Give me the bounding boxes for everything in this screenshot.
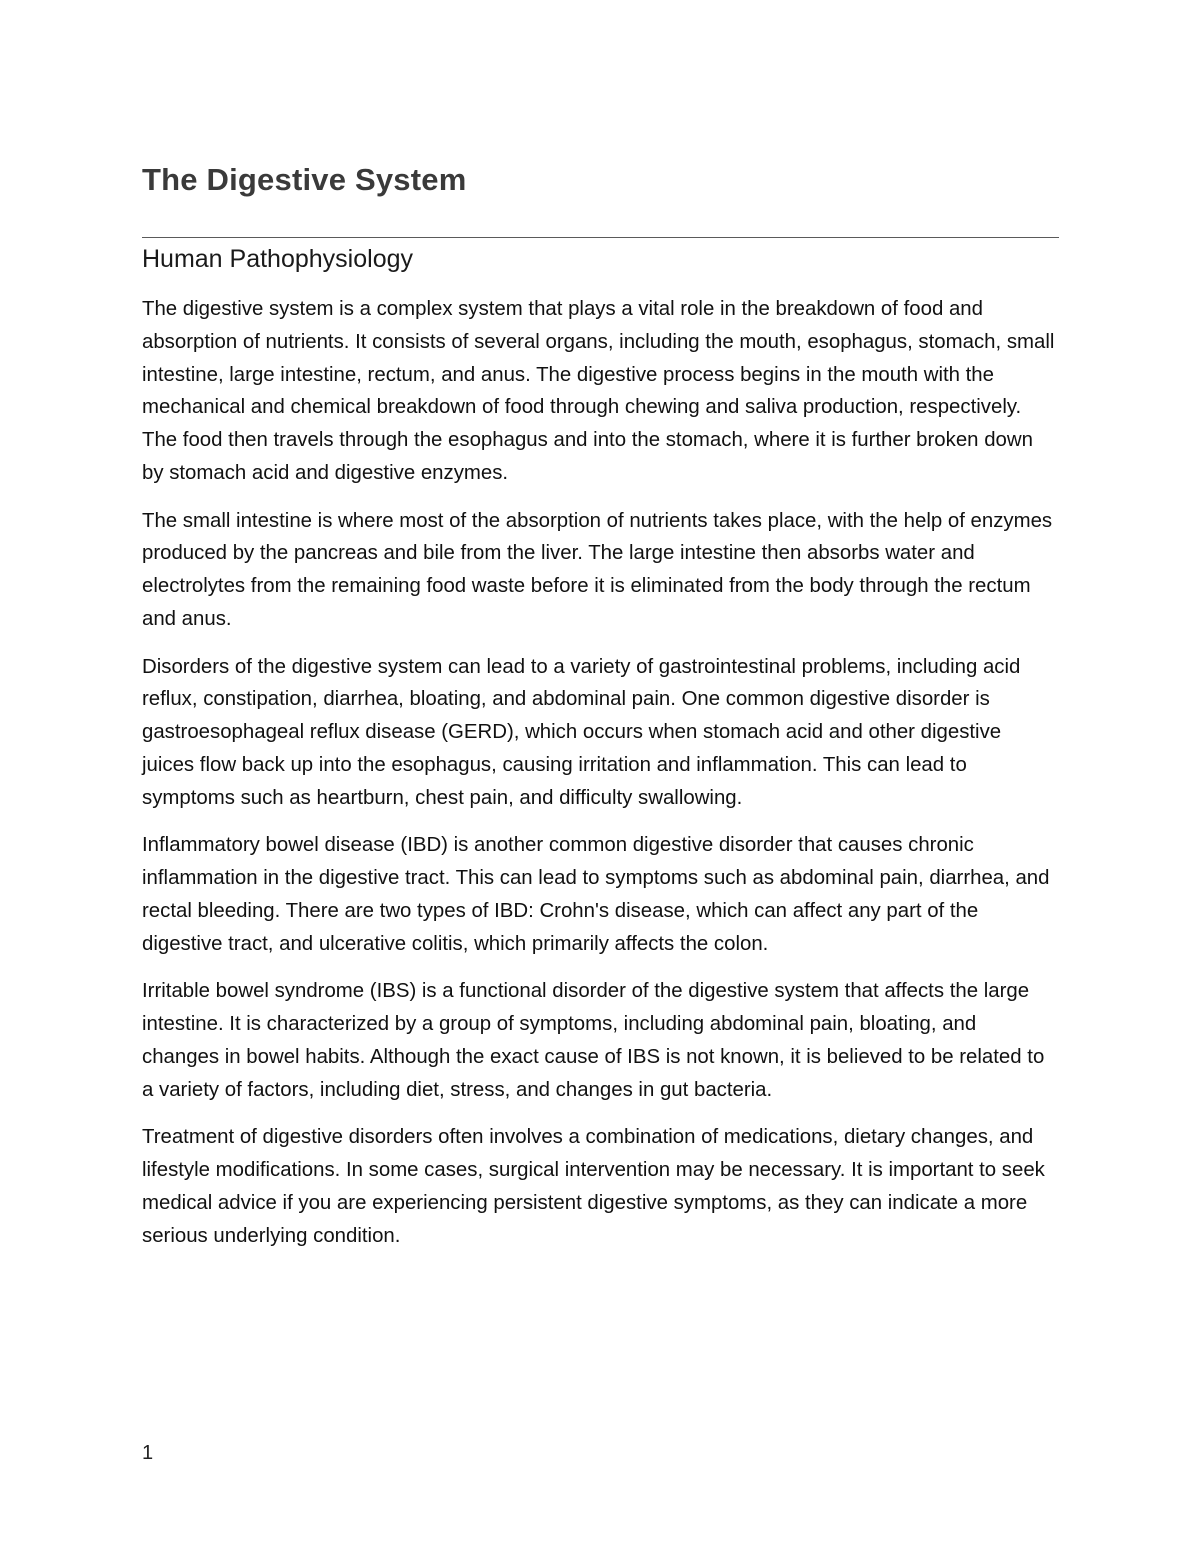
body-text <box>142 293 1058 1267</box>
paragraph-absorption: The small intestine is where most of the absorption of nutrients takes place, with the help of enzymes produced by the pancreas and bile from the liver. The large intestine then absorbs water and electrolytes from the remaining food waste before it is eliminated from the body through the rectum and anus. <box>142 509 1053 630</box>
paragraph-digestive-overview: The digestive system is a complex system that plays a vital role in the breakdown of food and absorption of nutrients. It consists of several organs, including the mouth, esophagus, stomach, small intestine, large intestine, rectum, and anus. The digestive process begins in the mouth with the mechanical and chemical breakdown of food through chewing and saliva production, respectively. The food then travels through the esophagus and into the stomach, where it is further broken down by stomach acid and digestive enzymes. <box>142 298 1055 484</box>
paragraph-ibs: Irritable bowel syndrome (IBS) is a functional disorder of the digestive system that affects the large intestine. It is characterized by a group of symptoms, including abdominal pain, bloating, and changes in bowel habits. Although the exact cause of IBS is not known, it is believed to be related to a variety of factors, including diet, stress, and changes in gut bacteria. <box>142 980 1045 1101</box>
title-divider <box>142 237 1059 238</box>
paragraph-ibd: Inflammatory bowel disease (IBD) is another common digestive disorder that causes chronic inflammation in the digestive tract. This can lead to symptoms such as abdominal pain, diarrhea, and rectal bleeding. There are two types of IBD: Crohn's disease, which can affect any part of the digestive tract, and ulcerative colitis, which primarily affects the colon. <box>142 834 1050 955</box>
page-number: 1 <box>142 1442 154 1464</box>
paragraph-treatment: Treatment of digestive disorders often involves a combination of medications, dietary changes, and lifestyle modifications. In some cases, surgical intervention may be necessary. It is important to seek medical advice if you are experiencing persistent digestive symptoms, as they can indicate a more serious underlying condition. <box>142 1126 1045 1247</box>
document-title: The Digestive System <box>142 162 467 197</box>
paragraph-gerd: Disorders of the digestive system can lead to a variety of gastrointestinal problems, including acid reflux, constipation, diarrhea, bloating, and abdominal pain. One common digestive disorder is gastroesophageal reflux disease (GERD), which occurs when stomach acid and other digestive juices flow back up into the esophagus, causing irritation and inflammation. This can lead to symptoms such as heartburn, chest pain, and difficulty swallowing. <box>142 655 1021 809</box>
document-subtitle: Human Pathophysiology <box>142 245 413 273</box>
